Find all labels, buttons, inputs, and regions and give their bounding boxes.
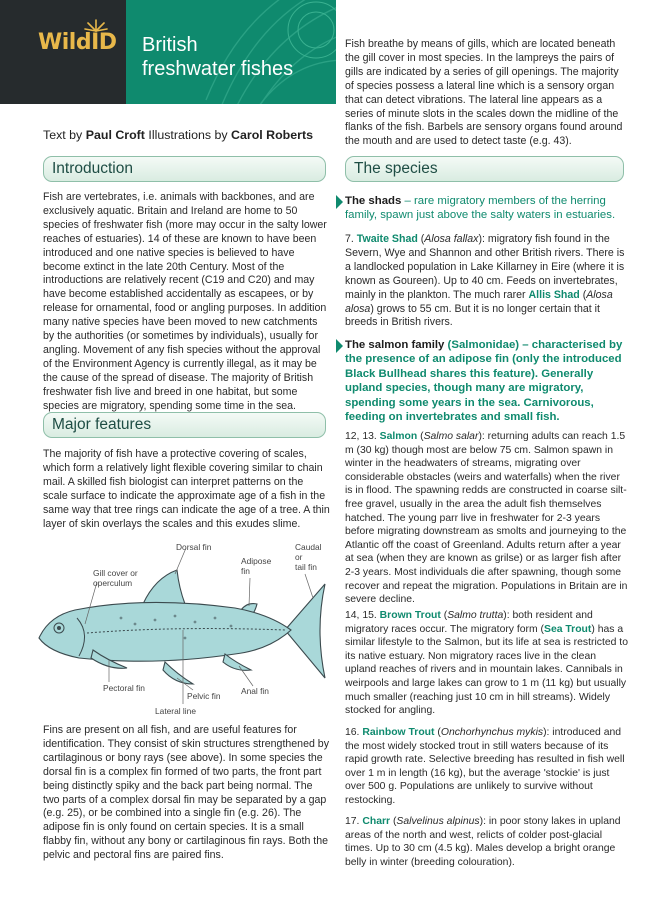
charr-latin: Salvelinus alpinus <box>396 816 480 827</box>
allis-description: ) grows to 55 cm. But it is no longer certain that it breeds in British rivers. <box>345 302 600 329</box>
shads-description: – rare migratory members of the herring family, spawn just above the salty waters in estuaries. <box>345 195 616 222</box>
fish-anatomy-diagram <box>35 538 327 720</box>
twaite-number: 7. <box>345 233 357 245</box>
introduction-text: Fish are vertebrates, i.e. animals with backbones, and are exclusively aquatic. Britain and Ireland are home to 50 species of freshwater fish (more may occur in the salty lower reaches of estuaries). 14 of these are known to have been introduced and one native species is believed to have become extinct in the late 20th Century. Most of the introductions are relatively recent (C19 and C20) and may have become established accidentally as escapees, or by release for ornamental, food or angling purposes. In addition many native species have been moved to new catchments by the authorities (or sometimes by individuals), usually for angling. Movement of any fish species without the approval of the Environment Agency is currently illegal, as it may be the cause of the spread of disease. The majority of British freshwater fish live and breed in one habitat, but some species are migratory, spending some time in the sea. <box>43 191 327 412</box>
brown-trout-entry: 14, 15. Brown Trout (Salmo trutta): both resident and migratory races occur. The migratory form (Sea Trout) has a similar lifestyle to the Salmon, but its life at sea is restricted to its native estuary. Non migratory races live in the clean upland reaches of rivers and in mountain lakes. Cannibals in weirpools and large lakes can grow to 1 m (11 kg) but usually much smaller (reaching just 10 cm in hill streams). Widely stocked for angling. <box>345 610 628 717</box>
salmon-description: ): returning adults can reach 1.5 m (30 kg) though most are below 75 cm. Salmon spawn in winter in the headwaters of streams, migrating over considerable obstacles (weirs and waterfalls) when the river is in flood. The spawning redds are constructed in coarse silt-free gravel, usually in the area the adult fish themselves hatched. The young parr live in freshwater for 2-3 years before migrating downstream as smolts and journeying to the Atlantic off the coast of Greenland. Adults return after a year at sea (when they are known as grilse) or as larger fish after 2-3 years. Most individuals die after spawning, though some recover and repeat the migration. Populations in Britain are in severe decline. <box>345 431 628 606</box>
fish-illustration <box>35 538 327 720</box>
charr-number: 17. <box>345 816 363 827</box>
sea-trout-name: Sea Trout <box>544 623 592 635</box>
logo-panel <box>0 0 126 104</box>
twaite-latin: Alosa fallax <box>424 233 479 245</box>
trout-description-2: ) has a similar lifestyle to the Salmon, but its life at sea is restricted to its native estuary. Non migratory races live in the clean upland reaches of rivers and in mountain lakes. Cannibals in weirpools and large lakes can grow to 1 m (11 kg) but usually much smaller (reaching just 10 cm in hill streams). Widely stocked for angling. <box>345 623 628 717</box>
tail-fin-shape <box>285 584 325 678</box>
dorsal-fin-label: Dorsal fin <box>176 542 212 552</box>
text-by-label: Text by <box>43 128 83 142</box>
dorsal-fin-shape <box>143 570 185 604</box>
salmon-family-heading <box>345 338 630 424</box>
pelvic-fin-label: Pelvic fin <box>187 691 221 701</box>
salmon-marker-arrow <box>336 339 343 353</box>
trout-description-1: ): both resident and migratory races occur. The migratory form ( <box>345 610 593 635</box>
rainbow-trout-entry: 16. Rainbow Trout (Onchorhynchus mykis): introduced and the most widely stocked trout in still waters because of its rapid growth rate. Selective breeding has resulted in fish well over 1 m in length (16 kg), but the average 'stockie' is just over 500 g. Populations are unlikely to survive without restocking. <box>345 727 625 806</box>
rainbow-trout-name: Rainbow Trout <box>362 727 435 738</box>
anal-fin-shape <box>223 654 251 670</box>
author-name: Paul Croft <box>85 128 145 142</box>
charr-entry: 17. Charr (Salvelinus alpinus): in poor stony lakes in upland areas of the north and west, relicts of colder post-glacial times. Up to 30 cm (4.5 kg). Males develop a bright orange belly in winter (breeding colouration). <box>345 816 621 868</box>
trout-number: 14, 15. <box>345 610 380 621</box>
twaite-shad-name: Twaite Shad <box>356 233 418 245</box>
salmon-entry: 12, 13. Salmon (Salmo salar): returning adults can reach 1.5 m (30 kg) though most are below 75 cm. Salmon spawn in winter in the headwaters of streams, migrating over considerable obstacles (weirs and waterfalls) when the river is in flood. The spawning redds are constructed in coarse silt-free gravel, usually in the area the adult fish themselves hatched. The young parr live in freshwater for 2-3 years before migrating downstream as smolts and journeying to the Atlantic off the coast of Greenland. Adults return after a year at sea (when they are known as grilse) or as larger fish after 2-3 years. Most individuals die after spawning, though some recover and repeat the migration. Populations in Britain are in severe decline. <box>345 431 628 606</box>
caudal-leader <box>305 574 313 598</box>
major-features-text-2: Fins are present on all fish, and are useful features for identification. They consist of skin structures strengthened by cartilaginous or bony rays (see above). In some species the dorsal fin is a complex fin formed of two parts, the front part being distinctly spiky and the back part being normal. The two parts of a complex dorsal fin may be separated by a gap (e.g. 25), or be combined into a single fin (e.g. 26). The adipose fin is only found on certain species. It is a small flabby fin, without any bony or cartilaginous fin rays. Both the pelvic and pectoral fins are paired fins. <box>43 724 329 862</box>
major-features-text-1: The majority of fish have a protective covering of scales, which form a relatively light flexible covering similar to chain mail. A skilled fish biologist can interpret patterns on the scale surface to indicate the approximate age of a fish in the same way that tree rings can indicate the age of a tree. A thin layer of skin overlays the scales and this exudes slime. <box>43 448 330 530</box>
salmon-latin: Salmo salar <box>423 431 479 442</box>
salmon-family-latin: (Salmonidae) <box>444 339 520 351</box>
twaite-description: ): migratory fish found in the Severn, Wye and Shannon and other British rivers. There is a landlocked population in Lake Killarney in Eire (where it is known as Goureen). Up to 40 cm. Feeds on invertebrates, mainly in the plankton. The much rarer <box>345 233 625 301</box>
brown-trout-name: Brown Trout <box>379 610 441 621</box>
title-line-2: freshwater fishes <box>142 58 294 80</box>
lateral-line-label: Lateral line <box>155 706 196 716</box>
charr-name: Charr <box>362 816 391 827</box>
adipose-leader <box>249 578 250 606</box>
caudal-fin-label-2: or <box>295 552 303 562</box>
rainbow-number: 16. <box>345 727 363 738</box>
anal-fin-label: Anal fin <box>241 686 269 696</box>
wildid-logo: WildID <box>38 30 117 55</box>
caudal-fin-label-3: tail fin <box>295 562 317 572</box>
header-banner <box>0 0 336 104</box>
salmon-name: Salmon <box>379 431 418 442</box>
credits-line <box>43 128 313 142</box>
page-title <box>142 33 293 81</box>
pectoral-fin-label: Pectoral fin <box>103 683 145 693</box>
salmon-number: 12, 13. <box>345 431 380 442</box>
salmon-family-title: The salmon family <box>345 339 445 351</box>
pelvic-fin-shape <box>163 662 193 684</box>
gill-cover-label-2: operculum <box>93 578 133 588</box>
major-features-heading: Major features <box>43 412 326 438</box>
adipose-fin-label-1: Adipose <box>241 556 272 566</box>
shads-family-heading <box>345 194 631 223</box>
charr-description: ): in poor stony lakes in upland areas of the north and west, relicts of colder post-glacial times. Up to 30 cm (4.5 kg). Males develop a bright orange belly in winter (breeding colouration). <box>345 816 621 868</box>
introduction-heading: Introduction <box>43 156 326 182</box>
caudal-fin-label-1: Caudal <box>295 542 322 552</box>
illustrator-name: Carol Roberts <box>231 128 313 142</box>
allis-latin: Alosa alosa <box>345 288 613 315</box>
rainbow-description: ): introduced and the most widely stocked trout in still waters because of its rapid growth rate. Selective breeding has resulted in fish well over 1 m in length (16 kg), but the average 'stockie' is just over 500 g. Populations are unlikely to survive without restocking. <box>345 727 625 806</box>
allis-shad-name: Allis Shad <box>528 288 580 301</box>
adipose-fin-label-2: fin <box>241 566 250 576</box>
gill-cover-label-1: Gill cover or <box>93 568 138 578</box>
title-line-1: British <box>142 34 198 56</box>
rainbow-latin: Onchorhynchus mykis <box>440 727 544 738</box>
salmon-family-description: – characterised by the presence of an adipose fin (only the introduced Black Bullhead shares this feature). Generally upland species, though many are migratory, spending some years in the sea. Carnivorous, feeding on invertebrates and small fish. <box>345 339 623 424</box>
illustrations-by-label: Illustrations by <box>148 128 228 142</box>
trout-latin: Salmo trutta <box>447 610 504 621</box>
gills-text: Fish breathe by means of gills, which are located beneath the gill cover in most species. In the lampreys the pairs of gills are indicated by a series of gill openings. The majority of species possess a lateral line which is a sensory organ that can detect vibrations. The lateral line appears as a series of minute slots in the scales down the midline of the flanks of the fish. Barbels are sensory organs found around the mouth and are used to detect taste (e.g. 43). <box>345 38 623 148</box>
shads-title: The shads <box>345 195 402 207</box>
the-species-heading: The species <box>345 156 624 182</box>
twaite-shad-entry: 7. Twaite Shad (Alosa fallax): migratory fish found in the Severn, Wye and Shannon and other British rivers. There is a landlocked population in Lake Killarney in Eire (where it is known as Goureen). Up to 40 cm. Feeds on invertebrates, mainly in the plankton. The much rarer Allis Shad (Alosa alosa) grows to 55 cm. But it is no longer certain that it breeds in British rivers. <box>345 233 625 329</box>
shads-marker-arrow <box>336 195 343 209</box>
